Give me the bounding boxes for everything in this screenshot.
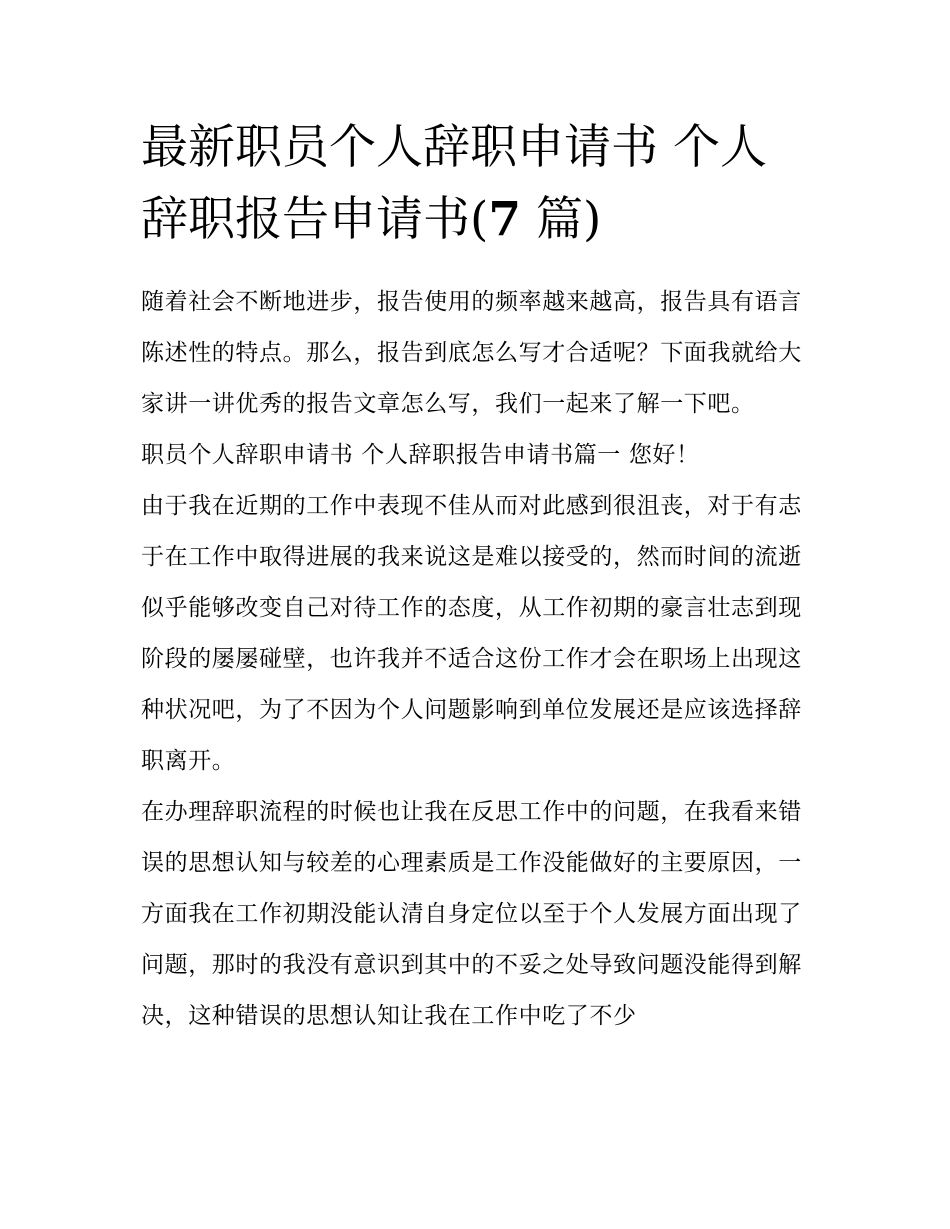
paragraph-intro: 随着社会不断地进步，报告使用的频率越来越高，报告具有语言陈述性的特点。那么，报告到底怎么写才合适呢？下面我就给大家讲一讲优秀的报告文章怎么写，我们一起来了解一下吧。 — [141, 289, 802, 417]
title-number: 7 — [488, 192, 522, 247]
document-content — [141, 112, 811, 1042]
document-title — [141, 112, 811, 256]
paragraph-reflection: 在办理辞职流程的时候也让我在反思工作中的问题，在我看来错误的思想认知与较差的心理素质是工作没能做好的主要原因，一方面我在工作初期没能认清自身定位以至于个人发展方面出现了问题，那时的我没有意识到其中的不妥之处导致问题没能得到解决，这种错误的思想认知让我在工作中吃了不少 — [141, 799, 802, 1029]
paragraph-reason: 由于我在近期的工作中表现不佳从而对此感到很沮丧，对于有志于在工作中取得进展的我来说这是难以接受的，然而时间的流逝似乎能够改变自己对待工作的态度，从工作初期的豪言壮志到现阶段的屡屡碰壁，也许我并不适合这份工作才会在职场上出现这种状况吧，为了不因为个人问题影响到单位发展还是应该选择辞职离开。 — [141, 493, 802, 774]
document-body — [141, 277, 811, 1042]
paragraph-section-heading: 职员个人辞职申请书 个人辞职报告申请书篇一 您好！ — [141, 442, 700, 468]
title-suffix: 篇) — [521, 192, 602, 247]
title-text: 最新职员个人辞职申请书 个人辞职报告申请书( — [141, 120, 767, 247]
